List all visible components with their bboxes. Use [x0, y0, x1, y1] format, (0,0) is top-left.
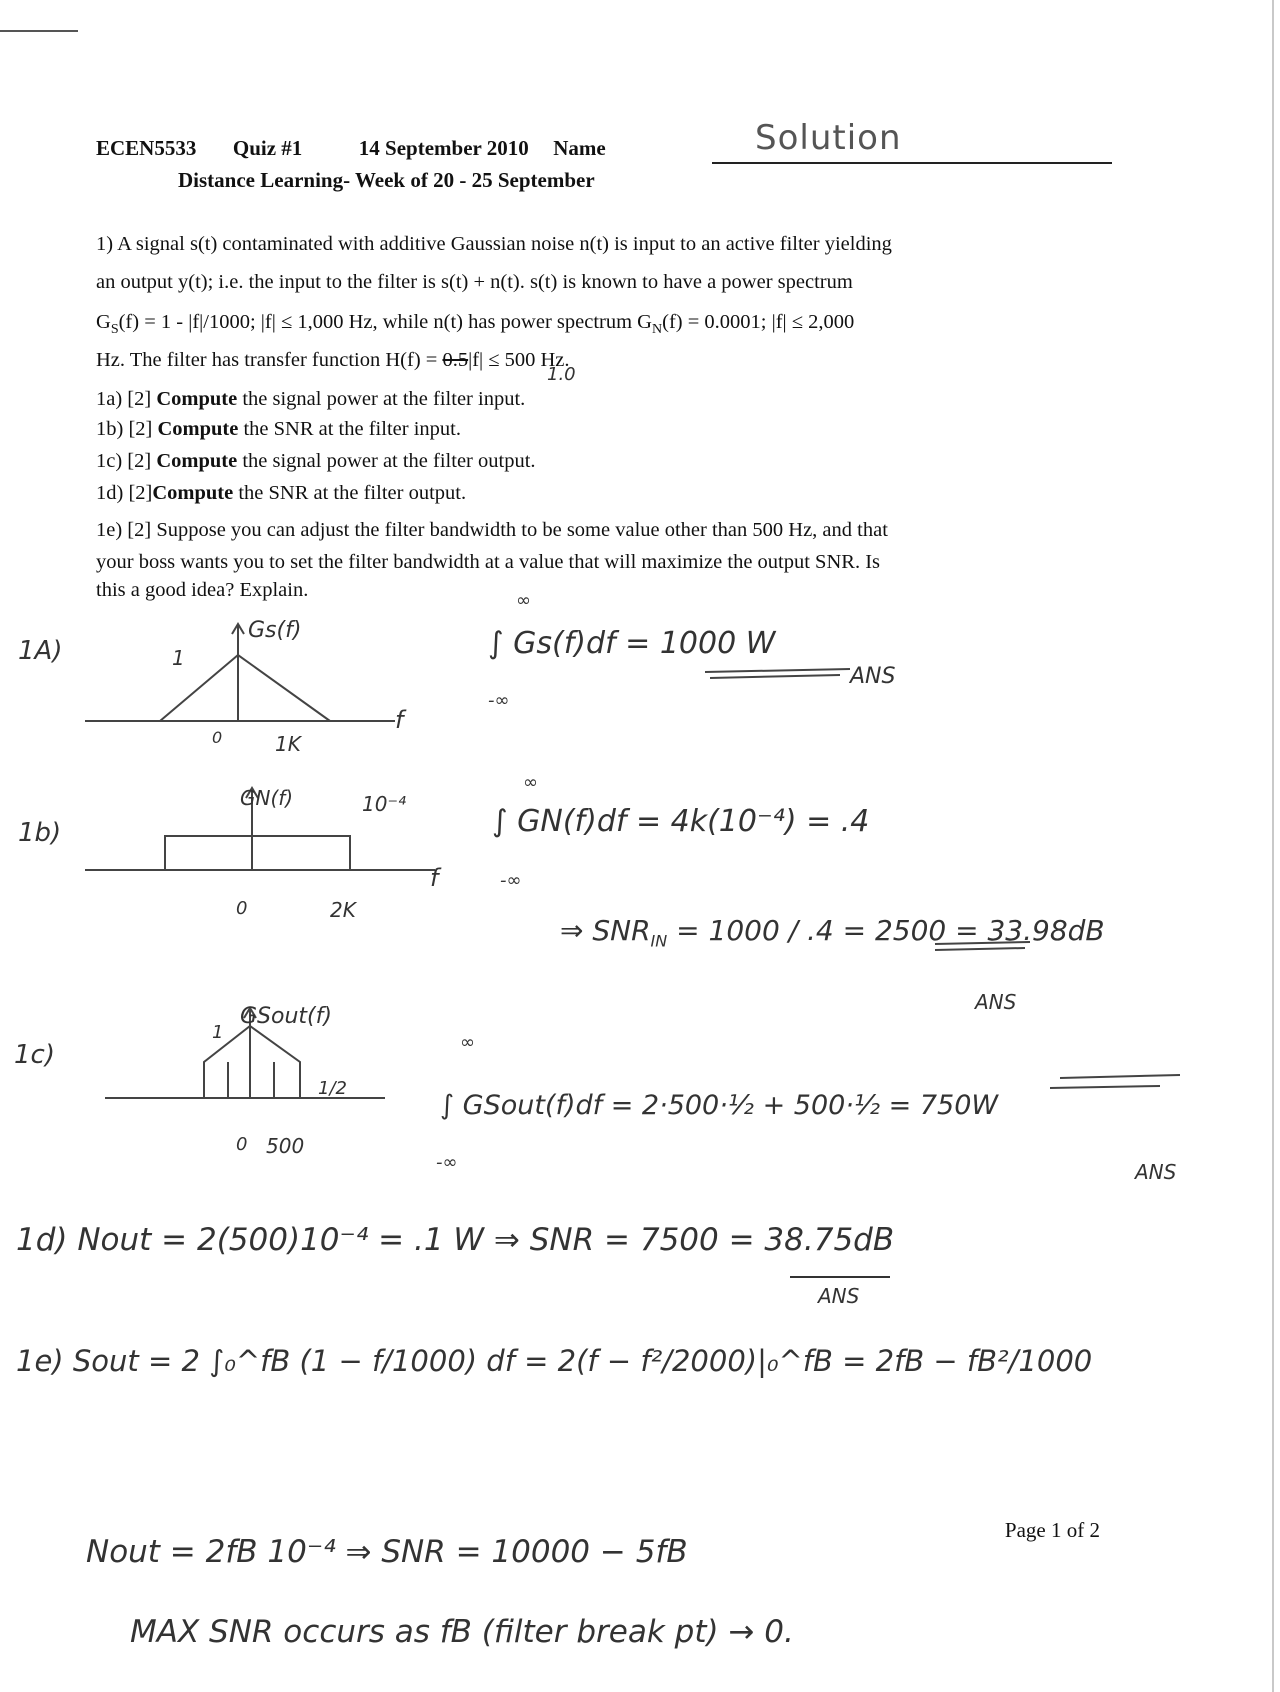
subtitle: Distance Learning- Week of 20 - 25 September [178, 168, 595, 192]
part-e-line-1: 1e) [2] Suppose you can adjust the filter bandwidth to be some value other than 500 Hz, and that [96, 519, 888, 541]
answer-underlines [705, 669, 1180, 1088]
a-integral: ∫ Gs(f)df = 1000 W [488, 626, 776, 661]
gsout-half-label: 1/2 [318, 1078, 347, 1099]
scan-edge-mark [0, 30, 78, 32]
gsout-one-label: 1 [212, 1022, 224, 1043]
b-integral: ∫ GN(f)df = 4k(10⁻⁴) = .4 [492, 804, 870, 839]
c-integral: ∫ GSout(f)df = 2·500·½ + 500·½ = 750W [440, 1090, 999, 1121]
e-line-2: Nout = 2fB 10⁻⁴ ⇒ SNR = 10000 − 5fB [86, 1534, 688, 1570]
name-underline [712, 162, 1112, 164]
part-b: 1b) [2] Compute the SNR at the filter input. [96, 418, 461, 440]
gs-axis-label: Gs(f) [248, 618, 302, 643]
part-e-line-2: your boss wants you to set the filter bandwidth at a value that will maximize the output SNR. Is [96, 551, 880, 573]
e-line-1: 1e) Sout = 2 ∫₀^fB (1 − f/1000) df = 2(f − f²/2000)|₀^fB = 2fB − fB²/1000 [16, 1344, 1093, 1378]
gn-axis-label: GN(f) [240, 786, 294, 810]
header-row [96, 136, 606, 161]
quiz-number: Quiz #1 [232, 136, 303, 160]
d-ans: ANS [818, 1284, 860, 1308]
gs-peak-label: 1 [172, 646, 185, 670]
e-line-3: MAX SNR occurs as fB (filter break pt) → 0. [130, 1614, 794, 1650]
handwritten-sketches [0, 600, 1280, 1220]
gsout-500-label: 500 [266, 1134, 305, 1158]
name-label: Name [553, 136, 606, 160]
quiz-date: 14 September 2010 [358, 136, 529, 160]
d-line: 1d) Nout = 2(500)10⁻⁴ = .1 W ⇒ SNR = 7500 = 38.75dB [16, 1222, 895, 1258]
question-line-3: $G_S(f) = 1 - |f|/1000$; |f| ≤ 1,000 Hz, while n(t) has power spectrum $G_N(f) = 0.0001$; |f| ≤ 2,000 [96, 311, 855, 338]
d-ans-underline [790, 1276, 890, 1278]
c-lower-limit: -∞ [436, 1152, 458, 1173]
part-e-line-3: this a good idea? Explain. [96, 579, 309, 601]
question-line-4: Hz. The filter has transfer function H(f) = 0.5|f| ≤ 500 Hz. [96, 349, 570, 371]
question-line-2: an output y(t); i.e. the input to the filter is s(t) + n(t). s(t) is known to have a power spectrum [96, 271, 853, 293]
gs-zero-label: 0 [212, 728, 223, 747]
struck-value: 0.5 [442, 349, 469, 371]
c-ans: ANS [1135, 1160, 1177, 1184]
part-d: 1d) [2]Compute the SNR at the filter output. [96, 482, 467, 504]
gs-1k-label: 1K [275, 732, 301, 756]
a-upper-limit: ∞ [516, 590, 531, 611]
c-upper-limit: ∞ [460, 1032, 475, 1053]
gn-zero-label: 0 [236, 898, 248, 919]
part-a: 1a) [2] Compute the signal power at the filter input. [96, 388, 526, 410]
gn-2k-label: 2K [330, 898, 356, 922]
a-ans: ANS [850, 664, 896, 689]
gn-f-label: f [430, 864, 439, 892]
solution-b-label: 1b) [18, 818, 62, 848]
part-c: 1c) [2] Compute the signal power at the filter output. [96, 450, 536, 472]
b-ans: ANS [975, 990, 1017, 1014]
b-upper-limit: ∞ [523, 772, 538, 793]
question-line-1: 1) A signal s(t) contaminated with additive Gaussian noise n(t) is input to an active filter yielding [96, 233, 892, 255]
name-value: Solution [755, 118, 902, 158]
gs-f-label: f [395, 706, 404, 734]
corrected-value: 1.0 [547, 364, 576, 385]
b-snr: ⇒ $SNR_{IN} = 1000 / .4 = 2500 = 33.98dB$ [560, 914, 1105, 951]
course-code: ECEN5533 [96, 136, 197, 160]
sketch-gs-triangle [85, 624, 395, 721]
b-lower-limit: -∞ [500, 870, 522, 891]
solution-a-label: 1A) [18, 636, 63, 666]
a-lower-limit: -∞ [488, 690, 510, 711]
page-number: Page 1 of 2 [1004, 1518, 1100, 1542]
solution-c-label: 1c) [14, 1040, 55, 1070]
gsout-axis-label: GSout(f) [240, 1004, 332, 1029]
gsout-zero-label: 0 [236, 1134, 248, 1155]
gn-level-label: 10⁻⁴ [362, 792, 407, 816]
